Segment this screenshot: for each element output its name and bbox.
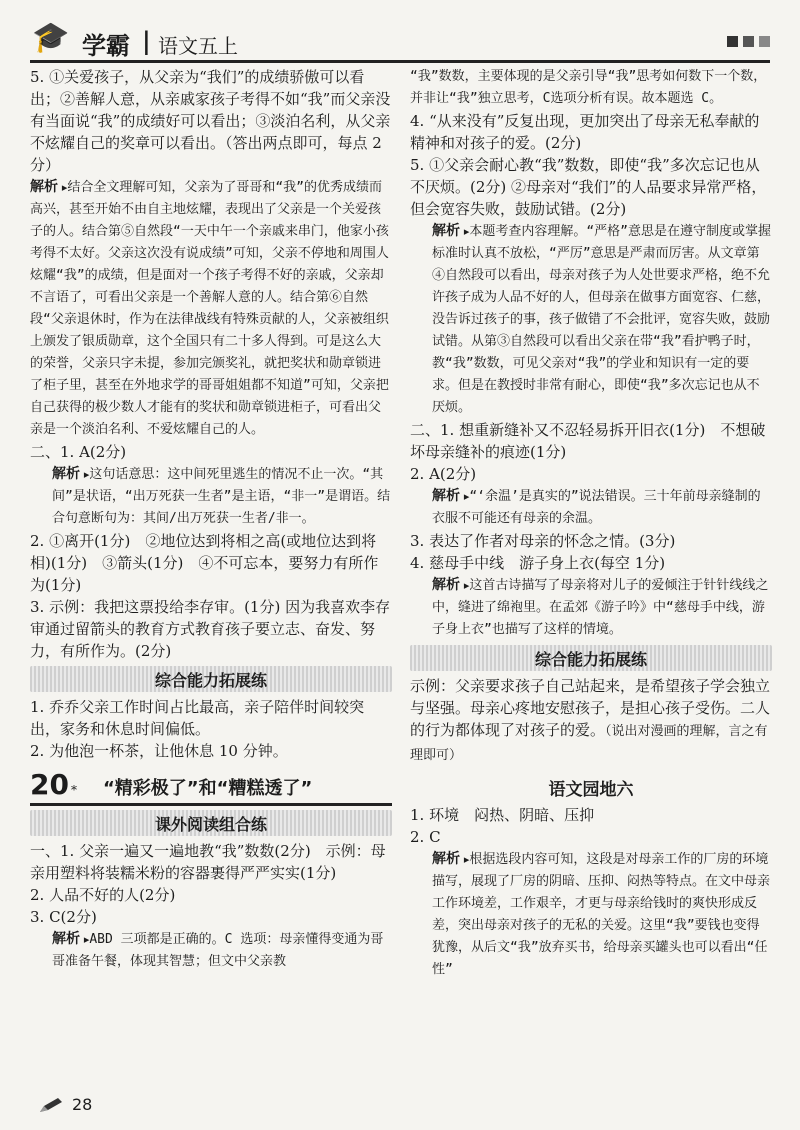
answer-r1: 一、1. 父亲一遍又一遍地教“我”数数(2分) 示例：母亲用塑料将装糯米粉的容器裹得严严实实(1分) bbox=[30, 842, 386, 882]
analysis-s2-q2: 解析 ▸ “‘余温’是真实的”说法错误。三十年前母亲缝制的衣服不可能还有母亲的余温。 bbox=[410, 485, 772, 530]
subject-title: 语文五上 bbox=[158, 34, 238, 58]
page-header bbox=[30, 14, 770, 64]
section-title-reading: 课外阅读组合练 bbox=[30, 810, 392, 836]
graduation-cap-icon: 🎓 bbox=[32, 20, 70, 55]
analysis-q5: 解析 ▸ 结合全文理解可知，父亲为了哥哥和“我”的优秀成绩而高兴，甚至开始不由自主地炫耀，表现出了父亲是一个关爱孩子的人。结合第⑤自然段“一天中午一个亲戚来串门，他家小孩考得不太好。父亲这次没有说成绩”可知，父亲不停地和周围人炫耀“我”的成绩，但是面对一个孩子考得不好的亲戚，父亲却不言语了，可看出父亲是一个善解人意的人。结合第⑥自然段“父亲退休时，作为在法律战线有特殊贡献的人，父亲被组织上颁发了银质勋章，这个全国只有二十多人得到。可是这么大的荣誉，父亲只字未提，参加完颁奖礼，就把奖状和勋章锁进了柜子里，甚至在外地求学的哥哥姐姐都不知道”可知，父亲把自己获得的极少数人才能有的奖状和勋章锁进柜子，可看出父亲是一个淡泊名利、不爱炫耀自己的人。 bbox=[30, 176, 392, 441]
analysis-label: 解析 ▸ bbox=[52, 466, 89, 482]
answer-q5: 5. ①关爱孩子，从父亲为“我们”的成绩骄傲可以看出；②善解人意，从亲戚家孩子考得不如“我”而父亲没有当面说“我”的成绩好可以看出；③淡泊名利，从父亲不炫耀自己的奖章可以看出。（答出两点即可，每点 2 分） bbox=[30, 68, 391, 174]
answer-g1: 1. 环境 闷热、阴暗、压抑 bbox=[410, 806, 595, 824]
square-icon bbox=[743, 36, 754, 47]
analysis-g2: 解析 ▸ 根据选段内容可知，这段是对母亲工作的厂房的环境描写，展现了厂房的阴暗、压抑、闷热等特点。在文中母亲工作环境差，工作艰辛，才更与母亲给钱时的爽快形成反差，突出母亲对孩子的无私的关爱。这里“我”要钱也变得犹豫，从后文“我”放弃买书，给母亲买罐头也可以看出“任性” bbox=[410, 848, 772, 981]
section-title-garden: 语文园地六 bbox=[548, 780, 634, 800]
analysis-label: 解析 ▸ bbox=[432, 577, 469, 593]
analysis-r3-continued: “我”数数，主要体现的是父亲引导“我”思考如何数下一个数，并非让“我”独立思考，C选项分析有误。故本题选 C。 bbox=[410, 69, 767, 106]
answer-r5: 5. ①父亲会耐心教“我”数数，即使“我”多次忘记也从不厌烦。(2分) ②母亲对“我们”的人品要求异常严格，但会宽容失败，鼓励试错。(2分) bbox=[410, 156, 767, 218]
analysis-s2-q4: 解析 ▸ 这首古诗描写了母亲将对儿子的爱倾注于针针线线之中，缝进了绵袍里。在孟郊《游子吟》中“慈母手中线，游子身上衣”也描写了这样的情境。 bbox=[410, 574, 772, 641]
answer-s2-q2: 2. ①离开(1分) ②地位达到将相之高(或地位达到将相)(1分) ③箭头(1分) ④不可忘本，要努力有所作为(1分) bbox=[30, 532, 379, 594]
answer-s2-q4: 4. 慈母手中线 游子身上衣(每空 1分) bbox=[410, 554, 666, 572]
page-number: 28 bbox=[72, 1095, 93, 1114]
analysis-r5: 解析 ▸ 本题考查内容理解。“严格”意思是在遵守制度或掌握标准时认真不放松，“严厉”意思是严肃而厉害。从文章第④自然段可以看出，母亲对孩子为人处世要求严格，绝不允许孩子成为人品不好的人，但母亲在做事方面宽容、仁慈，没告诉过孩子的事，孩子做错了不会批评，宽容失败，鼓励试错。从第③自然段可以看出父亲在带“我”看护鸭子时，教“我”数数，可见父亲对“我”的学业和知识有一定的要求。但是在教授时非常有耐心，即使“我”多次忘记也从不厌烦。 bbox=[410, 220, 772, 419]
answer-s2-q1: 二、1. A(2分) bbox=[30, 443, 127, 461]
analysis-s2-q1: 解析 ▸ 这句话意思：这中间死里逃生的情况不止一次。“其间”是状语，“出万死获一生者”是主语，“非一”是谓语。结合句意断句为：其间/出万死获一生者/非一。 bbox=[30, 463, 392, 530]
answer-ext: 示例：父亲要求孩子自己站起来，是希望孩子学会独立与坚强。母亲心疼地安慰孩子，是担心孩子受伤。二人的行为都体现了对孩子的爱。（说出对漫画的理解，言之有理即可） bbox=[410, 677, 771, 763]
answer-s2-q3: 3. 示例：我把这票投给李存审。(1分) 因为我喜欢李存审通过留箭头的教育方式教育孩子要立志、奋发、努力，有所作为。(2分) bbox=[30, 598, 391, 660]
answer-g2: 2. C bbox=[410, 828, 441, 846]
brand-logo: 学霸 bbox=[82, 32, 130, 60]
section-title-ext: 综合能力拓展练 bbox=[410, 645, 772, 671]
analysis-label: 解析 ▸ bbox=[432, 223, 469, 239]
answer-r4: 4. “从来没有”反复出现，更加突出了母亲无私奉献的精神和对孩子的爱。(2分) bbox=[410, 112, 760, 152]
page-footer bbox=[38, 1095, 92, 1114]
header-rule bbox=[30, 60, 770, 63]
left-column bbox=[30, 66, 392, 973]
analysis-label: 解析 ▸ bbox=[52, 931, 89, 947]
header-separator: | bbox=[142, 26, 151, 55]
answer-r2: 2. 人品不好的人(2分) bbox=[30, 886, 176, 904]
answer-r3: 3. C(2分) bbox=[30, 908, 97, 926]
lesson-title: “精彩极了”和“糟糕透了” bbox=[102, 778, 313, 799]
lesson-star: * bbox=[70, 783, 77, 797]
answer-s2-q1: 二、1. 想重新缝补又不忍轻易拆开旧衣(1分) 不想破坏母亲缝补的痕迹(1分) bbox=[410, 421, 766, 461]
lesson-heading bbox=[30, 768, 392, 801]
answer-ext-q1: 1. 乔乔父亲工作时间占比最高，亲子陪伴时间较突出，家务和休息时间偏低。 bbox=[30, 698, 365, 738]
answer-s2-q2: 2. A(2分) bbox=[410, 465, 477, 483]
analysis-label: 解析 ▸ bbox=[30, 179, 67, 195]
analysis-label: 解析 ▸ bbox=[432, 488, 469, 504]
section-title-ext: 综合能力拓展练 bbox=[30, 666, 392, 692]
header-decoration bbox=[727, 36, 770, 47]
lesson-rule bbox=[30, 803, 392, 806]
analysis-label: 解析 ▸ bbox=[432, 851, 469, 867]
lesson-number: 20 bbox=[30, 768, 69, 801]
analysis-r3: 解析 ▸ ABD 三项都是正确的。C 选项：母亲懂得变通为哥哥准备午餐，体现其智慧；但文中父亲教 bbox=[30, 928, 392, 973]
right-column bbox=[410, 66, 772, 981]
square-icon bbox=[759, 36, 770, 47]
pencil-icon bbox=[38, 1096, 64, 1114]
answer-s2-q3: 3. 表达了作者对母亲的怀念之情。(3分) bbox=[410, 532, 676, 550]
square-icon bbox=[727, 36, 738, 47]
answer-ext-q2: 2. 为他泡一杯茶，让他休息 10 分钟。 bbox=[30, 742, 288, 760]
